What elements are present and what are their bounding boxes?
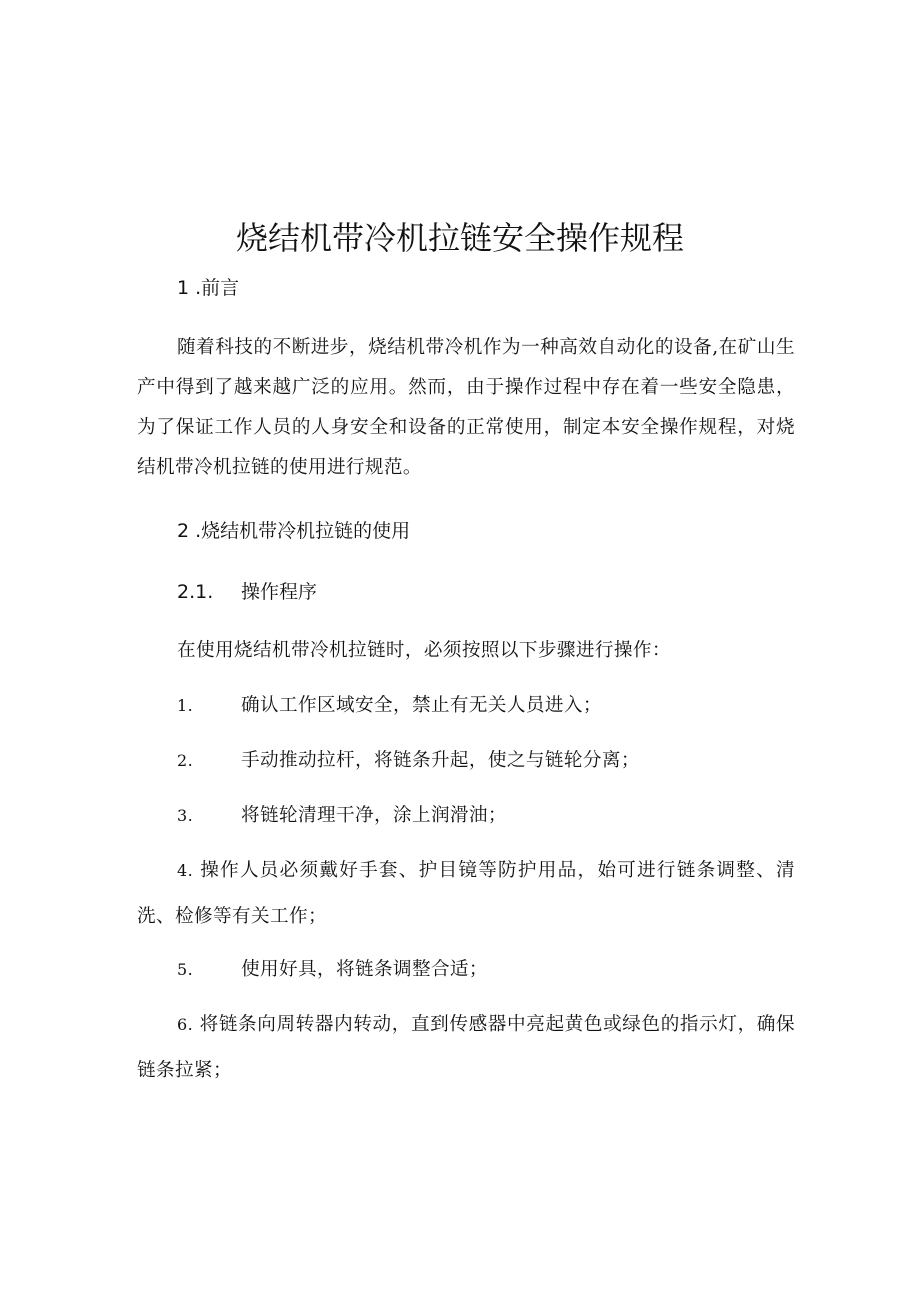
section-2-heading: 2 .烧结机带冷机拉链的使用 bbox=[177, 520, 411, 542]
step-item bbox=[137, 1002, 795, 1094]
step-number: 3. bbox=[177, 806, 194, 825]
subsection-2-1-heading bbox=[177, 578, 317, 606]
step-number: 6. bbox=[177, 1015, 194, 1034]
step-text: 将链条向周转器内转动，直到传感器中亮起黄色或绿色的指示灯，确保链条拉紧； bbox=[137, 1014, 795, 1081]
subsection-number: 2.1. bbox=[177, 581, 214, 603]
step-text: 将链轮清理干净，涂上润滑油； bbox=[241, 805, 507, 826]
step-item bbox=[177, 802, 507, 830]
step-item bbox=[177, 747, 640, 775]
step-text: 操作人员必须戴好手套、护目镜等防护用品，始可进行链条调整、清洗、检修等有关工作； bbox=[137, 860, 795, 927]
step-text: 使用好具，将链条调整合适； bbox=[241, 959, 488, 980]
step-item bbox=[137, 848, 795, 940]
step-text: 手动推动拉杆，将链条升起，使之与链轮分离； bbox=[241, 750, 640, 771]
section-1-paragraph: 随着科技的不断进步，烧结机带冷机作为一种高效自动化的设备,在矿山生产中得到了越来越广泛的应用。然而，由于操作过程中存在着一些安全隐患，为了保证工作人员的人身安全和设备的正常使用，制定本安全操作规程，对烧结机带冷机拉链的使用进行规范。 bbox=[137, 337, 795, 478]
step-number: 2. bbox=[177, 751, 194, 770]
step-number: 5. bbox=[177, 960, 194, 979]
section-1-heading: 1 .前言 bbox=[177, 277, 240, 299]
step-text: 确认工作区域安全，禁止有无关人员进入； bbox=[241, 695, 602, 716]
step-item bbox=[177, 692, 602, 720]
document-title: 烧结机带冷机拉链安全操作规程 bbox=[235, 219, 684, 257]
step-number: 4. bbox=[177, 861, 194, 880]
step-number: 1. bbox=[177, 696, 194, 715]
steps-intro: 在使用烧结机带冷机拉链时，必须按照以下步骤进行操作： bbox=[177, 640, 671, 661]
subsection-title: 操作程序 bbox=[241, 581, 318, 603]
step-item bbox=[177, 956, 488, 984]
